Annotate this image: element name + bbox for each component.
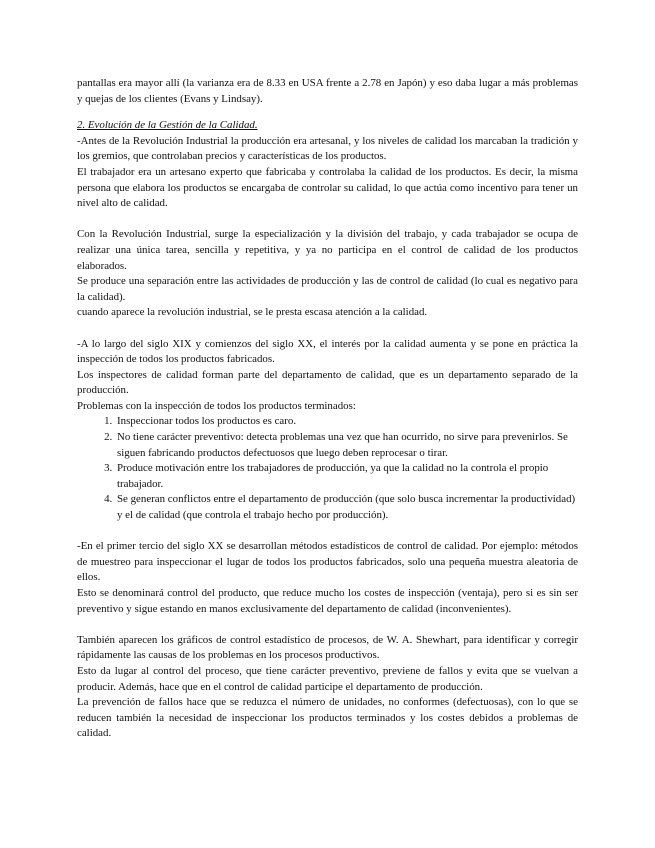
paragraph: Problemas con la inspección de todos los productos terminados: <box>77 399 356 412</box>
list-item: 2. No tiene carácter preventivo: detecta problemas una vez que han ocurrido, no sirve para prevenirlos. Se siguen fabricando productos defectuosos que luego deben reprocesar o tirar. <box>115 430 578 461</box>
spacer <box>77 321 578 337</box>
paragraph: Esto se denominará control del producto, que reduce mucho los costes de inspección (ventaja), pero si es sin ser preventivo y sigue estando en manos exclusivamente del departamento de calidad (inconvenientes). <box>77 587 578 615</box>
paragraph: Los inspectores de calidad forman parte del departamento de calidad, que es un departamento separado de la producción. <box>77 368 578 397</box>
paragraph: -Antes de la Revolución Industrial la producción era artesanal, y los niveles de calidad los marcaban la tradición y los gremios, que controlaban precios y características de los productos. <box>77 134 578 163</box>
paragraph: El trabajador era un artesano experto que fabricaba y controlaba la calidad de los productos. Es decir, la misma persona que elabora los productos se encargaba de controlar su calidad, lo que actúa como incentivo para tener un nivel alto de calidad. <box>77 165 578 210</box>
paragraph: La prevención de fallos hace que se reduzca el número de unidades, no conformes (defectuosas), con lo que se reducen también la necesidad de inspeccionar los productos terminados y los costes debidos a problemas de calidad. <box>77 696 578 740</box>
paragraph: Con la Revolución Industrial, surge la especialización y la división del trabajo, y cada trabajador se ocupa de realizar una única tarea, sencilla y repetitiva, y ya no participa en el control de calidad de los productos elaborados. <box>77 228 578 272</box>
spacer <box>77 107 578 118</box>
document-page <box>77 76 578 742</box>
list-item: 3. Produce motivación entre los trabajadores de producción, ya que la calidad no la controla el propio trabajador. <box>115 461 578 492</box>
paragraph: -A lo largo del siglo XIX y comienzos del siglo XX, el interés por la calidad aumenta y se pone en práctica la inspección de todos los productos fabricados. <box>77 337 578 366</box>
paragraph: Se produce una separación entre las actividades de producción y las de control de calidad (lo cual es negativo para la calidad). <box>77 275 578 303</box>
section-heading: 2. Evolución de la Gestión de la Calidad. <box>77 119 258 132</box>
spacer <box>77 524 578 540</box>
list-item: 4. Se generan conflictos entre el departamento de producción (que solo busca incrementar la productividad) y el de calidad (que controla el trabajo hecho por producción). <box>115 492 578 523</box>
spacer <box>77 617 578 633</box>
paragraph: Esto da lugar al control del proceso, que tiene carácter preventivo, previene de fallos y evita que se vuelvan a producir. Además, hace que en el control de calidad participe el departamento de producción. <box>77 664 578 693</box>
list-item: 1. Inspeccionar todos los productos es caro. <box>115 414 578 430</box>
intro-paragraph: pantallas era mayor allí (la varianza era de 8.33 en USA frente a 2.78 en Japón) y eso daba lugar a más problemas y quejas de los clientes (Evans y Lindsay). <box>77 77 578 105</box>
spacer <box>77 212 578 228</box>
paragraph: -En el primer tercio del siglo XX se desarrollan métodos estadísticos de control de calidad. Por ejemplo: métodos de muestreo para inspeccionar el lugar de todos los productos fabricados, solo una pequeña muestra aleatoria de ellos. <box>77 540 578 584</box>
paragraph: cuando aparece la revolución industrial, se le presta escasa atención a la calidad. <box>77 306 428 319</box>
problems-list <box>77 414 578 523</box>
paragraph: También aparecen los gráficos de control estadístico de procesos, de W. A. Shewhart, para identificar y corregir rápidamente las causas de los problemas en los procesos productivos. <box>77 633 578 662</box>
